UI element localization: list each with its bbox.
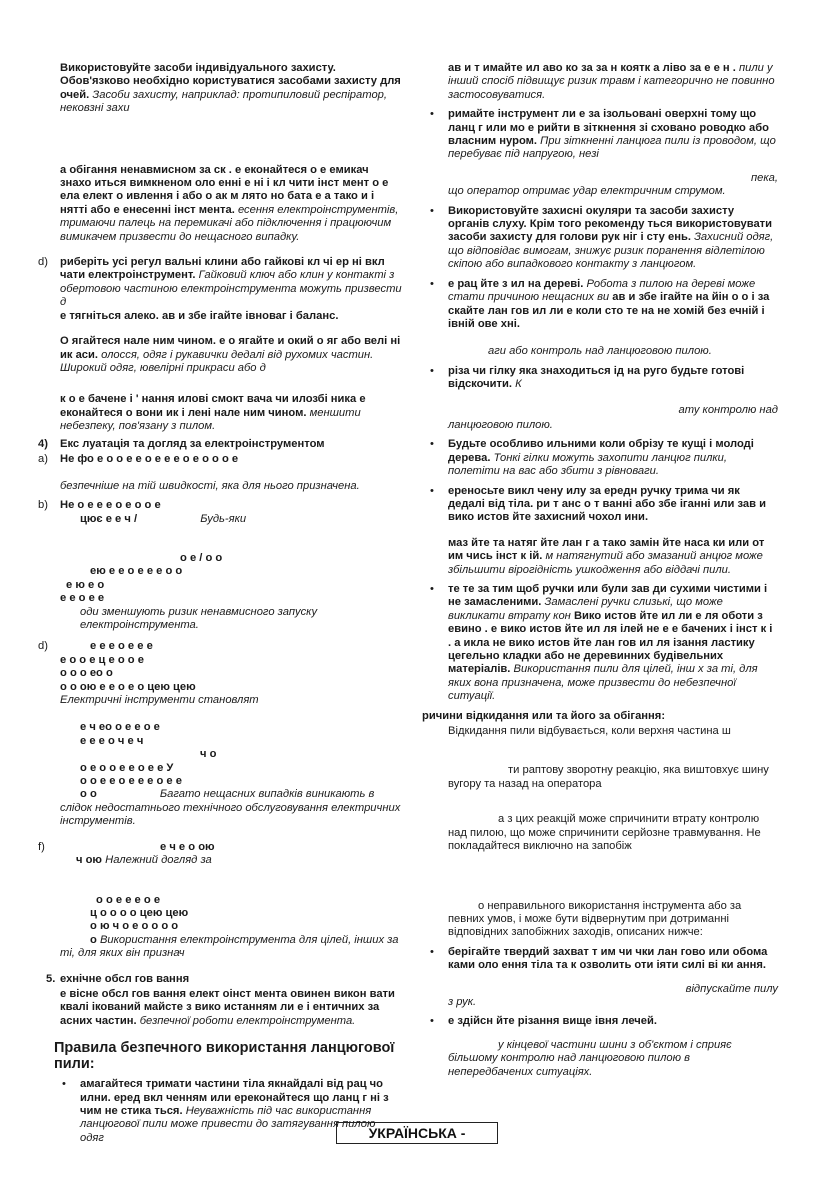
rule-g-italic: меншити небезпеку, пов'язану з пилом. [60,406,361,433]
bullet-icon: • [430,1015,434,1028]
rule-item-3-italic: При зіткненні ланцюга пили із проводом, що перебуває під напругою, незі [448,135,776,161]
kickback-p2: ти раптову зворотну реакцію, яка виштовхує шину вугору та назад на оператора [448,764,769,790]
rule-item-1-bold: амагайтеся тримати частини тіла якнайдалі від рац чо илни. еред вкл ченням или ереконайтеся що ланц г ні з чим не стика ться. [80,1078,389,1117]
rule-item-4-italic: Захисний одяг, що відповідає вимогам, знижує ризик поранення відлетілою скіпою або випадкового контакту з ланцюгом. [448,231,774,271]
rule-g [60,393,402,433]
rule-4c-line2: ею е е о е е е о о [90,565,183,578]
rule-4g-line3: о ю ч о е о о о о [90,920,179,933]
rule-c-bold: а обігання ненавмисном за ск . е еконайтеся о е емикач знахо иться вимкненом оло енні е ні і кл чити інст мент о е ела елект о ивлення і або о ак м лято но бата е а тако и і нятті або е енесенні інст мента. [60,163,389,216]
rule-item-10-bold: маз йте та натяг йте лан г а тако замін йте наса ки или от им чись інст к ій. [448,536,765,563]
rule-item-2 [428,62,778,102]
rule-item-2-bold: ав и т имайте ил аво ко за за н коятк а ліво за е е н . [448,62,736,74]
rule-g-bold: к о е бачене і ' нання илові смокт вача чи илозбі ника е еконайтеся о вони ик і лені нале ним чином. [60,393,366,419]
rule-f [60,335,402,375]
bullet-icon: • [430,583,434,595]
rule-4e-italic: Багато нещасних випадків виникають в слідок недостатнього технічного обслуговування електричних інструментів. [60,788,401,828]
rule-4d-label: d) [38,640,48,653]
section-5-italic: безпечної роботи електроінструмента. [139,1014,356,1027]
rule-item-8 [428,438,778,478]
rule-4e-line4: о е о о е е о е е У [80,761,174,774]
section-5-title: ехнічне обсл гов вання [60,972,190,985]
rule-item-4-bold: Використовуйте захисні окуляри та засоби захисту органів слуху. Крім того рекоменду ться використовувати засоби захисту для голови рук ніг і сту ень. [448,204,773,244]
rule-item-3 [428,108,778,198]
rule-4e-line2: е е е о ч е ч [80,734,144,747]
rule-item-3-italic3: що оператор отримає удар електричним струмом. [448,185,726,198]
bullet-icon: • [62,1078,66,1091]
left-column [38,62,402,1151]
rule-c [60,164,402,244]
rule-item-1-italic: Неуважність під час використання ланцюгової пили може привести до затягування пилою одяг [80,1104,376,1144]
rule-4a [38,452,402,493]
rule-4e [60,721,402,828]
rule-item-2-italic: пили у інший спосіб підвищує ризик травм і категорично не повинно застосовуватися. [448,62,775,101]
rule-item-7-italic3: ланцюговою пилою. [448,418,553,431]
rule-4d-line2: е о о е ц е о о е [60,653,144,666]
rule-4g-line4: о [90,933,97,946]
kickback-p4-wrap [428,900,778,940]
rule-4g-italic: Використання електроінструмента для цілей, інших за ті, для яких він признач [60,933,399,960]
rule-item-k2-bold: е здійсн йте різання вище івня лечей. [448,1015,657,1028]
rule-4b [38,499,402,526]
bullet-icon: • [430,277,434,290]
rule-item-9 [428,485,778,525]
kickback-p4: о неправильного використання інструмента або за певних умов, і може бути відвернутим при дотриманні відповідних запобіжних заходів, описаних нижче: [448,899,742,939]
rule-item-10-italic: м натягнутий або змазаний анцюг може збільшити вірогідність ушкодження або віддачі пили. [448,550,763,576]
rule-4f-line1: е ч е о ою [160,840,215,853]
rule-4a-label: a) [38,452,48,465]
rule-4f-label: f) [38,840,45,853]
rule-4d-line4: о о ою е е о е о цею цею [60,680,196,693]
rule-4b-italic: Будь-яки [200,512,247,525]
rule-4d [38,640,402,707]
rule-item-7-bold: різа чи гілку яка знаходиться ід на руго будьте готові відскочити. [448,364,745,391]
section-4-heading [38,437,402,451]
rule-4c-italic: оди зменшують ризик ненавмисного запуску електроінструмента. [80,605,318,631]
rule-item-7-italic2: ату контролю над [678,403,778,416]
rule-item-11-bold2: Вико истов йте ил ли е ля оботи з евино . е вико истов йте ил ля ілей не е е бачених і інст к і . а икла не вико истов йте лан гов ил ля ізання ластику цегельно кладки або не деревинних будівельних матеріалів. [448,609,773,676]
rule-4e-line1: е ч ео о е е о е [80,721,160,734]
rule-4d-italic: Електричні інструменти становлят [60,694,259,707]
intro-bold: Використовуйте засоби індивідуального захисту. Обов'язково необхідно користуватися засобами захисту для очей. [60,62,401,101]
rule-item-6 [428,345,778,358]
kickback-section [422,709,778,940]
bullet-icon: • [430,484,434,497]
rule-item-k2 [428,1015,778,1079]
rule-4g-line1: о о е е е о е [96,893,161,906]
rule-item-3-bold: римайте інструмент ли е за ізольовані оверхні тому що ланц г или мо е рийти в зіткнення зі сховано роводко або власним нуром. [448,108,769,148]
rule-item-5 [428,278,778,332]
rule-4d-line3: о о о ео о [60,667,113,680]
rule-4e-line6: о о [80,788,97,801]
section-4-label: 4) [38,437,48,450]
rule-item-5-bold: е рац йте з ил на дереві. [448,277,584,290]
rule-4e-line5: о о е е о е е е о е е [80,775,182,788]
rule-f-italic: олосся, одяг і рукавички дедалі від рухомих частин. Широкий одяг, ювелірні прикраси або д [60,348,374,374]
rule-4f [38,840,402,868]
rule-item-k1 [428,946,778,1010]
rule-item-11-italic2: Використання пили для цілей, інш х за ті, для яких вона призначена, може призвести до небезпечної ситуації. [448,663,758,703]
rule-item-9-bold: ереносьте викл чену илу за ередн ручку трима чи як дедалі від тіла. ри т анс о т ванні або збе іганні или зав и вико истов йте захисний чохол ини. [448,484,767,524]
rule-4b-bold: Не о е е е о е о о е [60,499,161,512]
rule-d-italic: Гайковий ключ або клин у контакті з обертовою частиною електроінструмента можуть призвести д [60,269,402,309]
intro-paragraph [60,62,402,116]
bullet-icon: • [430,364,434,377]
rule-4c-line1: о е / о о [180,551,223,564]
section-5 [46,972,402,1029]
rule-f-bold: О ягайтеся нале ним чином. е о ягайте и окий о яг або велі ні ик аси. [60,335,401,361]
rule-4e-line3: ч о [200,748,217,761]
rule-4g [60,894,402,961]
rule-4f-line2: ч ою [76,854,102,867]
rule-item-3-italic2: пека, [751,171,778,184]
rule-4c [60,552,402,632]
rule-d-bold: риберіть усі регул вальні клини або гайкові кл чі ер ні вкл чати електроінструмент. [60,256,385,282]
section-4-title: Екс луатація та догляд за електроінструментом [60,437,325,450]
rule-item-4 [428,205,778,272]
rule-item-k2-italic: у кінцевої частини шини з об'єктом і сприяє більшому контролю над ланцюговою пилою в непередбачених ситуаціях. [448,1038,732,1078]
bullet-icon: • [430,204,434,217]
rule-4a-italic: безпечніше на тій швидкості, яка для нього призначена. [60,479,360,492]
rule-item-11 [428,583,778,704]
bullet-icon: • [430,945,434,958]
rule-item-11-bold: те те за тим щоб ручки или були зав ди сухими чистими і не замасленими. [448,583,768,609]
rule-item-k1-italic2: з рук. [448,995,477,1008]
rule-4g-line2: ц о о о о цею цею [90,906,189,919]
rule-item-5-bold2: ав и збе ігайте на йін о о і за скайте лан гов ил ли е коли сто те на не хомій без ечній і івній ове хні. [448,291,770,330]
rule-4a-bold: Не фо е о о е е о е е е о е о о о е [60,452,239,465]
kickback-p3: а з цих реакцій може спричинити втрату контролю над пилою, що може спричинити серйозне травмування. Не покладайтеся виключно на запобіж [448,813,761,853]
chainsaw-rules-heading: Правила безпечного використання ланцюгової пили: [54,1040,395,1073]
rule-item-5-italic: Робота з пилою на дереві може стати причиною нещасних ви [448,277,756,304]
section-5-label: 5. [46,972,56,985]
rule-item-k1-bold: берігайте твердий захват т им чи чки лан гово или обома ками оло ення тіла та к озволить оти іяти силі ві ки ання. [448,945,768,972]
kickback-title: ричини відкидання или та його за обігання: [422,709,666,722]
rule-d [38,256,402,323]
kickback-p3-wrap [428,813,778,853]
rule-4c-line3: е ю е о [66,578,105,591]
right-column [422,62,778,1085]
rule-4b-label: b) [38,499,48,512]
rule-c-italic: есення електроінструментів, тримаючи палець на перемикачі або підключення і працюючим вимикачем призвести до нещасного випадку. [60,203,399,243]
kickback-p2-wrap [428,764,778,791]
rule-d-label: d) [38,256,48,269]
rule-item-10 [428,537,778,577]
intro-italic: Засоби захисту, наприклад: протипиловий респіратор, нековзні захи [60,88,387,115]
rule-4f-italic: Належний догляд за [105,854,212,867]
rule-item-7 [428,365,778,433]
rule-item-6-italic: аги або контроль над ланцюговою пилою. [488,345,712,358]
rule-item-k2-italic-wrap [448,1039,778,1079]
rule-4d-line1: е е е о е е е [90,640,153,653]
rule-4c-line4: е е о е е [60,592,105,605]
rule-item-11-italic: Замаслені ручки слизькі, що може викликати втрату кон [448,596,723,622]
rule-item-k1-italic: відпускайте пилу [685,982,778,995]
bullet-icon: • [430,108,434,121]
bullet-icon: • [430,438,434,451]
rule-e-bold: е тягніться алеко. ав и збе ігайте івноваг і баланс. [60,309,339,322]
rule-item-7-italic: К [515,378,522,391]
language-footer: УКРАЇНСЬКА - [336,1122,498,1144]
section-5-bold: е вісне обсл гов вання елект оінст мента овинен викон вати квалі ікований майсте з вико истанням ли е і ентичних за асних частин. [60,987,395,1027]
rule-4b-bold2: цює е е ч / [80,512,138,525]
kickback-p1: Відкидання пили відбувається, коли верхня частина ш [448,725,731,738]
rule-item-8-italic: Тонкі гілки можуть захопити ланцюг пилки, полетіти на вас або збити з рівноваги. [448,451,728,478]
rule-item-8-bold: Будьте особливо ильними коли обрізу те кущі і молоді дерева. [448,438,754,464]
